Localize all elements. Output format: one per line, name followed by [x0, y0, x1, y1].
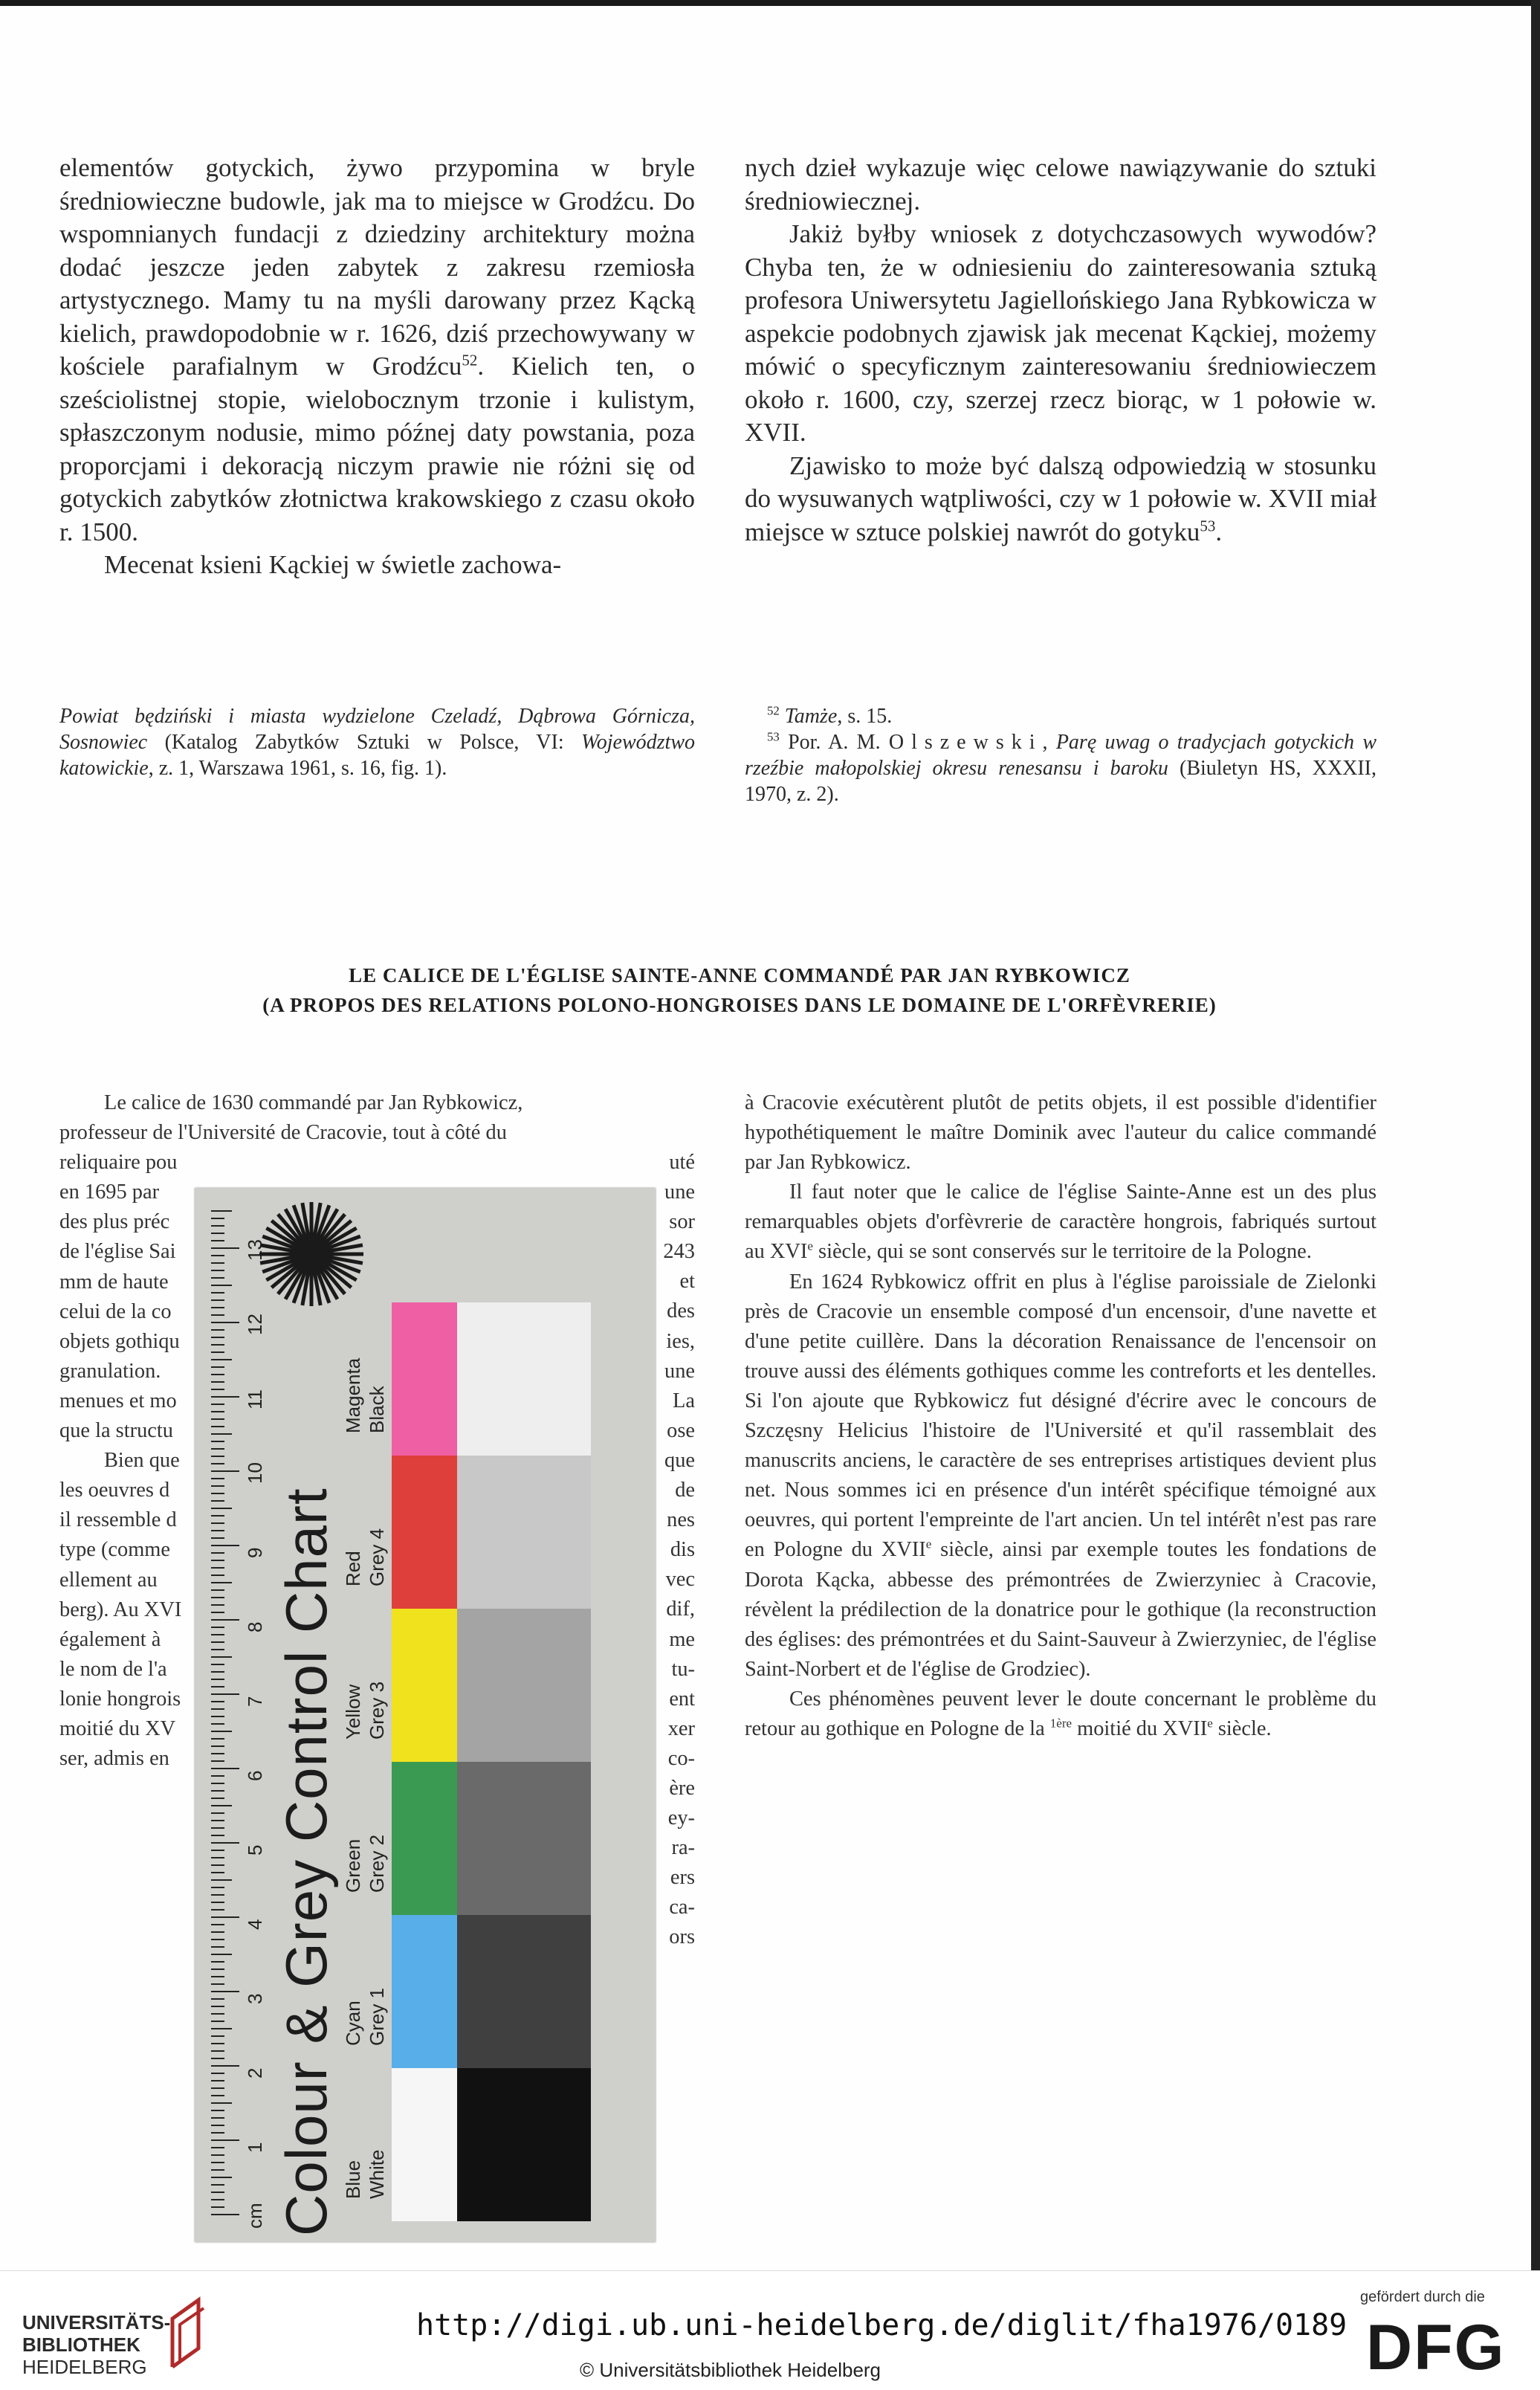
ruler-tick	[211, 1299, 224, 1301]
french-left-line: les oeuvres d	[59, 1479, 170, 1502]
french-left-line-end: nes	[667, 1508, 695, 1532]
grey-swatch-grey-1	[457, 1915, 591, 2068]
ruler-tick	[211, 2206, 224, 2208]
ruler-tick	[211, 2102, 232, 2104]
ruler-tick	[211, 1753, 224, 1754]
grey-label: White	[366, 2149, 388, 2199]
ruler-tick	[211, 1976, 224, 1977]
french-left-line-end: dis	[670, 1538, 695, 1562]
french-right-paragraph-4: Ces phénomènes peuvent lever le doute concernant le problème du retour au gothique en Pologne de la $^{1ère}$ moitié du XVIIe siècle.	[745, 1687, 1376, 1740]
ruler-tick	[211, 1456, 224, 1457]
french-left-line: il ressemble d	[59, 1508, 177, 1532]
ruler-tick	[211, 2199, 224, 2200]
ruler-tick	[211, 1760, 224, 1762]
article-title-line-1: LE CALICE DE L'ÉGLISE SAINTE-ANNE COMMANDÉ PAR JAN RYBKOWICZ	[349, 964, 1130, 986]
ruler-tick	[211, 2013, 224, 2015]
colour-label: Blue	[342, 2160, 364, 2199]
ruler-tick	[211, 2132, 224, 2134]
ruler-number: 10	[244, 1462, 266, 1484]
dfg-note: gefördert durch die	[1360, 2289, 1485, 2305]
ruler-tick	[211, 1575, 224, 1576]
french-right-paragraph-2: Il faut noter que le calice de l'église Sainte-Anne est un des plus remarquables objets d'orfèvrerie de caractère hongrois, fabriqués surtout au XVIe siècle, qui se sont conservés sur le territoire de la Pologne.	[745, 1181, 1376, 1264]
ruler-tick	[211, 2095, 224, 2096]
french-left-line-end: ors	[669, 1925, 695, 1949]
french-right-paragraph-1: à Cracovie exécutèrent plutôt de petits objets, il est possible d'identifier hypothétiquement le maître Dominik avec l'auteur du calice commandé par Jan Rybkowicz.	[745, 1091, 1376, 1175]
grey-label: Grey 1	[366, 1987, 388, 2046]
french-left-line: menues et mo	[59, 1389, 177, 1412]
ruler-tick	[211, 1850, 224, 1851]
ruler-tick	[211, 1470, 239, 1472]
ruler-tick	[211, 1448, 224, 1450]
ruler-tick	[211, 1381, 224, 1383]
ruler-tick	[211, 1508, 232, 1509]
ruler-tick	[211, 2177, 232, 2178]
colour-swatch-yellow	[392, 1609, 457, 1762]
ruler-tick	[211, 1285, 232, 1286]
ruler-tick	[211, 1530, 224, 1531]
french-left-line: Le calice de 1630 commandé par Jan Rybkowicz,	[104, 1091, 523, 1114]
ruler-tick	[211, 1411, 224, 1412]
ruler-tick	[211, 1567, 224, 1569]
grey-swatch-black	[457, 1302, 591, 1456]
ruler-tick	[211, 1954, 232, 1955]
ruler-tick	[211, 2058, 224, 2059]
ruler-tick	[211, 1240, 224, 1241]
ruler-tick	[211, 1433, 232, 1435]
french-left-line-end: que	[664, 1448, 695, 1472]
french-left-line: également à	[59, 1627, 161, 1651]
ruler-tick	[211, 2147, 224, 2148]
grey-label: Grey 2	[366, 1834, 388, 1893]
ruler-tick	[211, 1671, 224, 1673]
ruler-tick	[211, 2125, 224, 2126]
ruler-tick	[211, 1255, 224, 1256]
ruler-tick	[211, 1946, 224, 1948]
ruler-tick	[211, 2050, 224, 2052]
article-title-line-2: (A PROPOS DES RELATIONS POLONO-HONGROISES DANS LE DOMAINE DE L'ORFÈVRERIE)	[262, 994, 1217, 1016]
ruler-tick	[211, 1887, 224, 1888]
ruler-tick	[211, 1805, 232, 1806]
ruler-tick	[211, 2006, 224, 2007]
grey-label: Grey 4	[366, 1528, 388, 1586]
ruler-tick	[211, 1738, 224, 1740]
colour-swatch-green	[392, 1762, 457, 1915]
french-left-line-end: ra-	[671, 1836, 695, 1860]
ruler-tick	[211, 1686, 224, 1687]
ruler-tick	[211, 1277, 224, 1279]
ruler-tick	[211, 1292, 224, 1293]
ruler-tick	[211, 1708, 224, 1710]
ruler-tick	[211, 1790, 224, 1792]
polish-right-column	[745, 152, 1376, 549]
french-left-line-end: vec	[665, 1568, 695, 1592]
ruler-tick	[211, 2087, 224, 2089]
polish-right-paragraph-2: Jakiż byłby wniosek z dotychczasowych wywodów? Chyba ten, że w odniesieniu do zainteresowania sztuką profesora Uniwersytetu Jagiellońskiego Jana Rybkowicza w aspekcie podobnych zjawisk jak mecenat Kąckiej, możemy mówić o specyficznym zainteresowaniu średniowieczem około r. 1600, czy, szerzej rzecz biorąc, w 1 połowie w. XVII.	[745, 219, 1376, 447]
dfg-logo: DFG	[1366, 2312, 1506, 2383]
ruler-tick	[211, 1656, 232, 1658]
french-left-line-end: uté	[669, 1151, 695, 1174]
right-border	[1531, 0, 1540, 2275]
ruler-tick	[211, 2192, 224, 2193]
french-left-line-end: ère	[669, 1776, 695, 1800]
french-left-line-end: tu-	[671, 1657, 695, 1681]
ruler-tick	[211, 2117, 224, 2119]
ruler-tick	[211, 1909, 224, 1911]
french-left-line: des plus préc	[59, 1210, 170, 1234]
ruler-tick	[211, 1902, 224, 1903]
ruler-tick	[211, 1582, 232, 1583]
ruler-tick	[211, 1500, 224, 1502]
french-left-line-end: et	[679, 1270, 695, 1293]
ruler-tick	[211, 1812, 224, 1814]
chart-title: Colour & Grey Control Chart	[274, 1488, 339, 2236]
french-left-line: le nom de l'a	[59, 1657, 167, 1681]
ruler-tick	[211, 1589, 224, 1591]
ruler-tick	[211, 1344, 224, 1346]
ruler-tick	[211, 1745, 224, 1747]
french-left-line-end: une	[664, 1181, 695, 1204]
ruler-tick	[211, 1560, 224, 1561]
colour-swatch-magenta	[392, 1302, 457, 1456]
cm-ruler	[211, 1188, 266, 2242]
ruler-tick	[211, 1604, 224, 1606]
french-right-paragraph-3: En 1624 Rybkowicz offrit en plus à l'église paroissiale de Zielonki près de Cracovie un ensemble composé d'un encensoir, d'une navette et d'une petite cuillère. Dans la décoration Renaissance de l'encensoir on trouve aussi des éléments gothiques comme les contreforts et les dentelles. Si l'on ajoute que Rybkowicz fut désigné d'écrire avec le concours de Szczęsny Helicius l'histoire de l'Université et qu'il rassemblait des manuscrits anciens, le caractère de ses entreprises artistiques devient plus net. Nous sommes ici en présence d'un intérêt spécifique témoigné aux oeuvres, qui portent l'empreinte de l'art ancien. Un tel intérêt n'est pas rare en Pologne du XVIIe siècle, ainsi par exemple toutes les fondations de Dorota Kącka, abbesse des prémontrées de Zwierzyniec à Cracovie, révèlent la prédilection de la donatrice pour le gothique (la reconstruction des églises: des prémontrées et du Saint-Sauveur à Zwierzyniec, de l'église Saint-Norbert et de l'église de Grodziec).	[745, 1270, 1376, 1681]
ruler-tick	[211, 1820, 224, 1821]
ruler-tick	[211, 1798, 224, 1799]
copyright-notice: © Universitätsbibliothek Heidelberg	[580, 2359, 881, 2381]
colour-label: Yellow	[342, 1684, 364, 1740]
ruler-tick	[211, 2162, 224, 2163]
ruler-tick	[211, 1939, 224, 1940]
grey-swatch-grey-3	[457, 1609, 591, 1762]
ruler-number: 8	[244, 1621, 266, 1632]
ruler-number: 2	[244, 2067, 266, 2079]
french-left-line: de l'église Sai	[59, 1240, 176, 1264]
ruler-tick	[211, 1322, 239, 1323]
ruler-tick	[211, 1314, 224, 1316]
ruler-tick	[211, 1515, 224, 1517]
article-title	[59, 960, 1420, 1020]
french-left-line: reliquaire pou	[59, 1151, 178, 1175]
footnotes-right	[745, 703, 1376, 807]
colour-swatch-blue	[392, 2068, 457, 2221]
ruler-tick	[211, 1693, 239, 1695]
colour-swatch-red	[392, 1456, 457, 1609]
ruler-number: 13	[244, 1239, 266, 1261]
ruler-tick	[211, 1262, 224, 1264]
ruler-tick	[211, 1716, 224, 1717]
ruler-tick	[211, 1233, 224, 1234]
french-left-line-end: dif,	[666, 1598, 695, 1621]
ruler-tick	[211, 1329, 224, 1331]
ruler-tick	[211, 2169, 224, 2171]
grey-swatch-grey-2	[457, 1762, 591, 1915]
ruler-tick	[211, 2035, 224, 2037]
ruler-number: 12	[244, 1314, 266, 1335]
ruler-tick	[211, 1991, 239, 1992]
french-left-line: professeur de l'Université de Cracovie, tout à côté du	[59, 1121, 507, 1145]
ruler-tick	[211, 1842, 239, 1844]
grey-label: Grey 3	[366, 1681, 388, 1740]
french-left-line-end: sor	[669, 1210, 695, 1234]
french-left-line: objets gothiqu	[59, 1329, 180, 1353]
ruler-tick	[211, 1270, 224, 1271]
ruler-tick	[211, 2065, 239, 2067]
colour-label: Cyan	[342, 2000, 364, 2046]
french-left-line-end: de	[675, 1479, 695, 1502]
french-left-line: berg). Au XVI	[59, 1598, 182, 1621]
french-left-line-end: me	[669, 1627, 695, 1651]
ruler-number: 9	[244, 1547, 266, 1558]
ruler-tick	[211, 1218, 224, 1219]
ruler-tick	[211, 1827, 224, 1829]
french-left-line-end: ent	[669, 1687, 695, 1711]
french-left-line: que la structu	[59, 1419, 173, 1443]
colour-swatch-cyan	[392, 1915, 457, 2068]
french-left-line: moitié du XV	[59, 1716, 176, 1740]
ruler-tick	[211, 1924, 224, 1925]
french-left-line-end: des	[667, 1299, 695, 1323]
french-left-line-end: ey-	[667, 1806, 695, 1830]
grey-swatch-grey-4	[457, 1456, 591, 1609]
french-left-line: Bien que	[104, 1449, 180, 1473]
ruler-number: 1	[244, 2142, 266, 2153]
ruler-number: 4	[244, 1919, 266, 1930]
ruler-tick	[211, 1872, 224, 1873]
ruler-tick	[211, 1337, 224, 1338]
french-left-line-end: ers	[670, 1866, 695, 1890]
ruler-tick	[211, 1641, 224, 1643]
ruler-tick	[211, 1768, 239, 1769]
french-left-line: type (comme	[59, 1538, 170, 1562]
ruler-tick	[211, 1983, 224, 1985]
ruler-tick	[211, 1701, 224, 1702]
ruler-tick	[211, 1879, 232, 1881]
ruler-tick	[211, 1783, 224, 1784]
ruler-tick	[211, 1723, 224, 1725]
ruler-tick	[211, 1307, 224, 1308]
ruler-tick	[211, 1359, 232, 1360]
ruler-tick	[211, 1998, 224, 2000]
ruler-tick	[211, 1441, 224, 1442]
ruler-tick	[211, 1485, 224, 1487]
ruler-number: 5	[244, 1844, 266, 1856]
french-left-line: celui de la co	[59, 1299, 172, 1323]
ruler-tick	[211, 1389, 224, 1390]
ruler-tick	[211, 1679, 224, 1680]
ruler-tick	[211, 2154, 224, 2156]
ruler-tick	[211, 1351, 224, 1353]
ruler-tick	[211, 1396, 239, 1398]
ruler-tick	[211, 2043, 224, 2044]
french-left-line-end: ca-	[669, 1896, 695, 1919]
ruler-tick	[211, 2073, 224, 2074]
french-left-line-end: 243	[663, 1240, 695, 1264]
ruler-tick	[211, 1225, 224, 1227]
ruler-tick	[211, 1545, 239, 1546]
ruler-tick	[211, 2214, 239, 2215]
ruler-tick	[211, 1493, 224, 1494]
ruler-tick	[211, 2110, 224, 2111]
ruler-tick	[211, 1961, 224, 1963]
colour-label: Magenta	[342, 1357, 364, 1433]
french-right-column	[745, 1088, 1376, 1744]
ruler-tick	[211, 1522, 224, 1524]
ruler-tick	[211, 1775, 224, 1777]
ruler-tick	[211, 1619, 239, 1621]
ruler-tick	[211, 1916, 239, 1918]
french-left-line-end: co-	[667, 1746, 695, 1770]
top-border	[0, 0, 1540, 6]
ruler-tick	[211, 1835, 224, 1836]
ruler-tick	[211, 1552, 224, 1554]
ruler-tick	[211, 1366, 224, 1368]
french-left-line: en 1695 par	[59, 1181, 160, 1204]
french-left-line: lonie hongrois	[59, 1687, 181, 1711]
ruler-tick	[211, 1374, 224, 1375]
ruler-tick	[211, 1731, 232, 1732]
ruler-tick	[211, 1426, 224, 1427]
french-left-line: granulation.	[59, 1359, 161, 1383]
ruler-tick	[211, 1404, 224, 1405]
polish-left-paragraph-1: elementów gotyckich, żywo przypomina w bryle średniowieczne budowle, jak ma to miejsce w Grodźcu. Do wspomnianych fundacji z dziedziny architektury można dodać jeszcze jeden zabytek z zakresu rzemiosła artystycznego. Mamy tu na myśli darowany przez Kącką kielich, prawdopodobnie w r. 1626, dziś przechowywany w kościele parafialnym w Grodźcu$^{52}$. Kielich ten, o sześciolistnej stopie, wielobocznym trzonie i kulistym, spłaszczonym nodusie, mimo późnej daty powstania, poza proporcjami i dekoracją niczym prawie nie różni się od gotyckich zabytków złotnictwa krakowskiego z czasu około r. 1500.	[59, 153, 695, 546]
french-left-line: mm de haute	[59, 1270, 169, 1293]
ruler-tick	[211, 1664, 224, 1665]
ruler-tick	[211, 1634, 224, 1635]
colour-control-chart	[195, 1188, 656, 2242]
ruler-tick	[211, 1597, 224, 1598]
grey-label: Black	[366, 1386, 388, 1433]
polish-right-paragraph-1: nych dzieł wykazuje więc celowe nawiązywanie do sztuki średniowiecznej.	[745, 153, 1376, 216]
polish-left-column	[59, 152, 695, 582]
footnote-52: $^{52}$ Tamże, s. 15.	[767, 703, 893, 728]
french-left-line-end: ose	[667, 1418, 695, 1442]
ruler-unit: cm	[244, 2203, 266, 2229]
ruler-tick	[211, 1968, 224, 1970]
polish-left-paragraph-2: Mecenat ksieni Kąckiej w świetle zachowa-	[104, 550, 562, 579]
ruler-tick	[211, 2080, 224, 2081]
footer	[0, 2270, 1540, 2390]
french-left-line-end: ies,	[666, 1329, 695, 1353]
ruler-tick	[211, 2028, 232, 2029]
library-logo-text: UNIVERSITÄTS- BIBLIOTHEK HEIDELBERG	[22, 2311, 171, 2378]
ruler-tick	[211, 1463, 224, 1464]
grey-swatch-white	[457, 2068, 591, 2221]
colour-label: Red	[342, 1551, 364, 1586]
ruler-tick	[211, 1247, 239, 1249]
ruler-tick	[211, 1418, 224, 1420]
ruler-tick	[211, 2139, 239, 2141]
ruler-tick	[211, 1931, 224, 1933]
ruler-tick	[211, 1894, 224, 1896]
ruler-tick	[211, 1537, 224, 1539]
ruler-number: 6	[244, 1770, 266, 1781]
french-left-line: ellement au	[59, 1568, 158, 1592]
ruler-number: 11	[244, 1389, 266, 1409]
ruler-tick	[211, 1210, 232, 1212]
footnote-left: Powiat będziński i miasta wydzielone Czeladź, Dąbrowa Górnicza, Sosnowiec (Katalog Zabytków Sztuki w Polsce, VI: Województwo katowickie, z. 1, Warszawa 1961, s. 16, fig. 1).	[59, 705, 695, 780]
ruler-tick	[211, 1612, 224, 1613]
ruler-tick	[211, 2184, 224, 2186]
library-logo-icon	[165, 2296, 210, 2371]
ruler-tick	[211, 1864, 224, 1866]
french-left-line-end: une	[664, 1359, 695, 1383]
ruler-number: 3	[244, 1993, 266, 2004]
ruler-tick	[211, 1649, 224, 1650]
document-url[interactable]: http://digi.ub.uni-heidelberg.de/diglit/fha1976/0189	[416, 2308, 1348, 2342]
ruler-number: 7	[244, 1696, 266, 1707]
french-left-line: ser, admis en	[59, 1747, 169, 1771]
french-left-line-end: La	[673, 1389, 695, 1412]
footnote-53: $^{53}$ Por. A. M. Olszewski, Parę uwag o tradycjach gotyckich w rzeźbie małopolskiej okresu renesansu i baroku (Biuletyn HS, XXXII, 1970, z. 2).	[745, 729, 1377, 806]
ruler-tick	[211, 1478, 224, 1479]
colour-label: Green	[342, 1838, 364, 1893]
polish-right-paragraph-3: Zjawisko to może być dalszą odpowiedzią w stosunku do wysuwanych wątpliwości, czy w 1 połowie w. XVII miał miejsce w sztuce polskiej nawrót do gotyku$^{53}$.	[745, 450, 1376, 546]
french-left-line-end: xer	[667, 1716, 695, 1740]
ruler-tick	[211, 2021, 224, 2022]
ruler-tick	[211, 1857, 224, 1858]
ruler-tick	[211, 1627, 224, 1628]
